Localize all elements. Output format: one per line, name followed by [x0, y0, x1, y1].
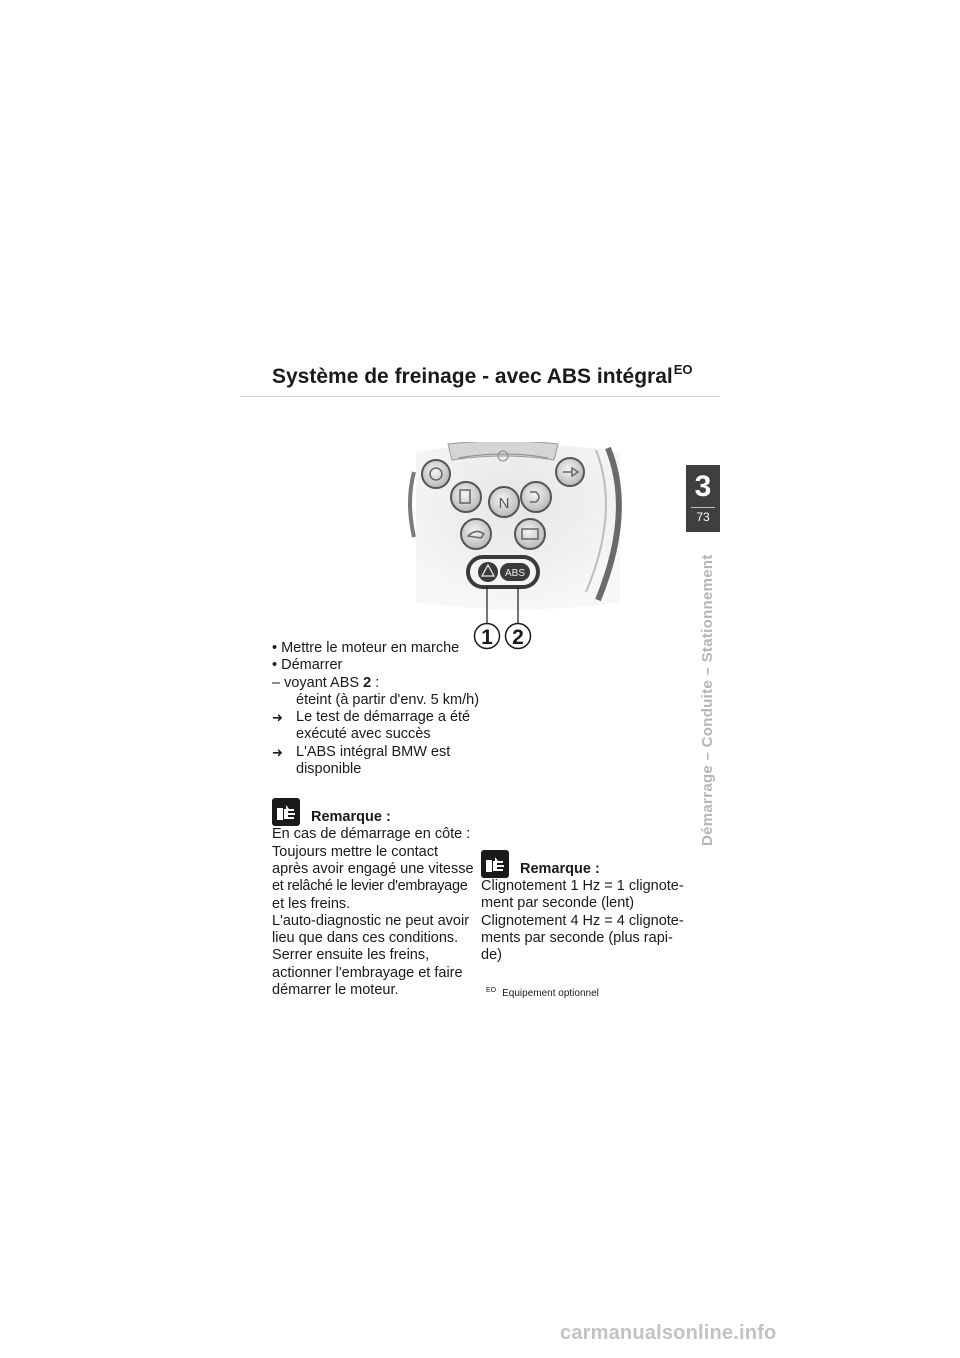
page-title-superscript: EO [673, 362, 693, 377]
left-text-column [272, 640, 480, 999]
instrument-cluster-illustration [408, 442, 628, 657]
page-title-text: Système de freinage - avec ABS intégral [272, 365, 673, 388]
left-indicator-light [422, 460, 450, 488]
note-label: Remarque : [311, 809, 391, 826]
battery-charge-light [515, 519, 545, 549]
fuel-warning-light [451, 482, 481, 512]
footnote-mark: EO [486, 987, 497, 994]
note-line: Toujours mettre le contact [272, 843, 439, 860]
watermark: carmanualsonline.info [560, 1322, 777, 1344]
note-line: Serrer ensuite les freins, [272, 947, 430, 964]
result-item [272, 744, 472, 779]
result-item-text: L'ABS intégral BMW est disponible [296, 743, 451, 778]
note-line: En cas de démarrage en côte : [272, 826, 471, 843]
note-label: Remarque : [520, 861, 600, 877]
dash-item-ref: 2 [363, 674, 372, 691]
note-hand-icon-graphic [275, 802, 297, 822]
note-hand-icon-graphic [484, 854, 506, 874]
right-text-column [481, 850, 686, 964]
title-divider [240, 396, 720, 397]
note-line: démarrer le moteur. [272, 982, 399, 999]
note-heading [481, 850, 686, 878]
dash-item-detail: éteint (à partir d'env. 5 km/h) [296, 691, 480, 708]
note-line: de) [481, 947, 502, 964]
note-line: et les freins. [272, 895, 351, 912]
chapter-number: 3 [694, 470, 712, 503]
abs-warning-label: ABS [504, 568, 526, 579]
chapter-side-title: Démarrage – Conduite – Stationnement [699, 554, 716, 846]
arrow-right-icon: ➜ [272, 710, 283, 726]
arrow-right-icon: ➜ [272, 744, 283, 760]
headlight-indicator-light [521, 482, 551, 512]
callout-number-2: 2 [512, 626, 524, 649]
note-line: Clignotement 4 Hz = 4 clignote- [481, 912, 684, 929]
note-hand-icon [481, 850, 509, 878]
bullet-item: • Mettre le moteur en marche [272, 640, 460, 656]
instrument-cluster-figure [408, 442, 628, 657]
note-line: et relâché le levier d'embrayage [272, 878, 468, 895]
footnote [486, 987, 599, 999]
dash-item-prefix: – voyant ABS [272, 674, 364, 691]
note-line: Clignotement 1 Hz = 1 clignote- [481, 878, 684, 894]
note-line: après avoir engagé une vitesse [272, 860, 474, 877]
oil-pressure-light [461, 519, 491, 549]
dash-item-suffix: : [371, 674, 380, 691]
note-line: actionner l'embrayage et faire [272, 964, 463, 981]
left-gauge-rim [410, 472, 414, 537]
result-item-text: Le test de démarrage a été exécuté avec succès [296, 709, 471, 743]
bullet-item: • Démarrer [272, 657, 343, 674]
note-line: lieu que dans ces conditions. [272, 930, 459, 947]
footnote-text: Equipement optionnel [502, 988, 599, 999]
result-item [272, 709, 472, 744]
page-number: 73 [696, 510, 710, 524]
neutral-indicator-label: N [498, 495, 510, 512]
note-hand-icon [272, 798, 300, 826]
page-title [272, 362, 693, 389]
note-line: L'auto-diagnostic ne peut avoir [272, 912, 470, 929]
note-line: ment par seconde (lent) [481, 895, 635, 912]
callout-number-1: 1 [481, 626, 493, 649]
dash-item [272, 675, 472, 692]
note-heading [272, 798, 472, 826]
note-line: ments par seconde (plus rapi- [481, 929, 673, 946]
